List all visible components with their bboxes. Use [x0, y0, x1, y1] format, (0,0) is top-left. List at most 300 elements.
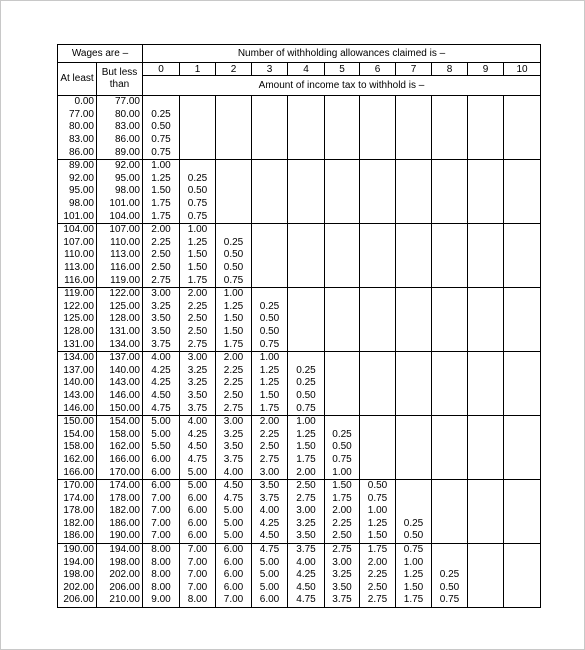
table-row	[58, 173, 541, 186]
tax-cell: 1.00	[325, 466, 360, 479]
tax-cell: 2.25	[216, 364, 252, 377]
tax-cell: 0.50	[360, 479, 396, 492]
table-row	[58, 146, 541, 159]
but-less-than-header: But less than	[97, 63, 143, 96]
less-than-cell: 122.00	[97, 287, 143, 300]
tax-cell	[396, 109, 432, 122]
tax-cell: 2.00	[360, 556, 396, 569]
tax-cell: 2.75	[216, 402, 252, 415]
tax-cell: 2.50	[288, 479, 325, 492]
tax-cell: 0.25	[432, 569, 468, 582]
tax-cell: 3.75	[252, 492, 288, 505]
tax-cell: 0.50	[432, 582, 468, 595]
tax-cell	[325, 326, 360, 339]
tax-cell	[180, 96, 216, 109]
tax-cell	[468, 594, 504, 607]
tax-cell	[432, 313, 468, 326]
tax-cell	[504, 492, 541, 505]
tax-cell: 7.00	[180, 556, 216, 569]
tax-cell	[325, 338, 360, 351]
less-than-cell: 89.00	[97, 146, 143, 159]
at-least-cell: 150.00	[58, 415, 97, 428]
tax-cell: 0.50	[396, 530, 432, 543]
allowance-col-4: 4	[288, 63, 325, 76]
less-than-cell: 92.00	[97, 159, 143, 172]
tax-cell: 0.75	[432, 594, 468, 607]
tax-cell	[360, 262, 396, 275]
tax-cell: 0.75	[396, 543, 432, 556]
tax-cell	[180, 146, 216, 159]
tax-cell	[432, 338, 468, 351]
tax-cell	[432, 96, 468, 109]
at-least-cell: 116.00	[58, 274, 97, 287]
tax-cell	[504, 594, 541, 607]
tax-cell: 2.50	[143, 249, 180, 262]
table-row	[58, 594, 541, 607]
tax-cell	[180, 121, 216, 134]
allowance-col-2: 2	[216, 63, 252, 76]
at-least-cell: 194.00	[58, 556, 97, 569]
at-least-cell: 158.00	[58, 441, 97, 454]
tax-cell	[468, 364, 504, 377]
tax-cell	[360, 159, 396, 172]
tax-cell	[396, 134, 432, 147]
tax-cell: 0.50	[216, 249, 252, 262]
table-row	[58, 454, 541, 467]
tax-cell: 0.75	[180, 210, 216, 223]
tax-cell	[504, 313, 541, 326]
tax-cell	[396, 96, 432, 109]
tax-cell: 3.25	[180, 364, 216, 377]
allowance-col-1: 1	[180, 63, 216, 76]
tax-cell: 2.50	[216, 390, 252, 403]
tax-cell	[468, 466, 504, 479]
tax-cell: 1.00	[288, 415, 325, 428]
tax-cell: 1.25	[216, 301, 252, 314]
tax-cell	[288, 210, 325, 223]
tax-cell	[432, 109, 468, 122]
tax-cell: 1.00	[360, 505, 396, 518]
tax-cell	[252, 173, 288, 186]
tax-cell	[360, 287, 396, 300]
tax-cell	[288, 301, 325, 314]
tax-cell	[360, 249, 396, 262]
tax-cell	[468, 146, 504, 159]
tax-cell: 1.75	[396, 594, 432, 607]
tax-cell: 4.25	[143, 377, 180, 390]
table-row	[58, 415, 541, 428]
tax-cell	[468, 262, 504, 275]
tax-cell: 7.00	[180, 569, 216, 582]
tax-cell	[504, 530, 541, 543]
at-least-cell: 178.00	[58, 505, 97, 518]
tax-cell	[432, 428, 468, 441]
tax-cell: 4.50	[216, 479, 252, 492]
tax-cell	[504, 582, 541, 595]
tax-cell: 1.75	[360, 543, 396, 556]
tax-cell	[468, 210, 504, 223]
tax-cell	[360, 134, 396, 147]
tax-cell: 1.50	[180, 262, 216, 275]
tax-cell: 9.00	[143, 594, 180, 607]
tax-cell	[468, 313, 504, 326]
tax-cell	[288, 223, 325, 236]
tax-cell	[252, 121, 288, 134]
tax-cell	[252, 146, 288, 159]
tax-cell	[325, 402, 360, 415]
tax-cell: 1.25	[180, 237, 216, 250]
allowance-col-5: 5	[325, 63, 360, 76]
tax-cell: 2.25	[180, 301, 216, 314]
tax-cell: 5.00	[252, 582, 288, 595]
tax-cell	[504, 402, 541, 415]
tax-cell: 0.25	[180, 173, 216, 186]
tax-cell	[432, 492, 468, 505]
tax-cell: 5.00	[143, 415, 180, 428]
tax-cell: 0.25	[396, 518, 432, 531]
tax-cell: 3.25	[325, 569, 360, 582]
tax-cell: 6.00	[180, 505, 216, 518]
allowance-col-3: 3	[252, 63, 288, 76]
tax-cell: 2.00	[143, 223, 180, 236]
tax-cell: 0.25	[288, 364, 325, 377]
tax-cell	[288, 274, 325, 287]
less-than-cell: 143.00	[97, 377, 143, 390]
tax-cell	[325, 159, 360, 172]
tax-cell	[396, 223, 432, 236]
less-than-cell: 77.00	[97, 96, 143, 109]
tax-cell: 1.50	[216, 313, 252, 326]
tax-cell	[432, 364, 468, 377]
table-row	[58, 569, 541, 582]
tax-cell	[325, 121, 360, 134]
tax-cell	[288, 262, 325, 275]
at-least-cell: 143.00	[58, 390, 97, 403]
tax-cell: 0.25	[252, 301, 288, 314]
table-row	[58, 582, 541, 595]
tax-cell: 7.00	[143, 530, 180, 543]
tax-cell: 4.25	[252, 518, 288, 531]
tax-cell	[216, 121, 252, 134]
tax-cell	[325, 390, 360, 403]
tax-cell	[216, 159, 252, 172]
tax-cell	[432, 479, 468, 492]
less-than-cell: 125.00	[97, 301, 143, 314]
tax-cell	[468, 185, 504, 198]
tax-cell: 5.00	[216, 505, 252, 518]
tax-cell: 6.00	[216, 543, 252, 556]
tax-cell	[360, 198, 396, 211]
tax-cell	[432, 530, 468, 543]
tax-cell: 3.00	[143, 287, 180, 300]
tax-cell	[360, 351, 396, 364]
tax-cell	[396, 173, 432, 186]
tax-cell	[432, 210, 468, 223]
tax-cell: 0.75	[143, 134, 180, 147]
at-least-cell: 154.00	[58, 428, 97, 441]
tax-cell	[360, 390, 396, 403]
at-least-header: At least	[58, 63, 97, 96]
tax-cell	[360, 274, 396, 287]
tax-cell	[504, 301, 541, 314]
tax-cell	[432, 301, 468, 314]
tax-cell	[180, 109, 216, 122]
less-than-cell: 83.00	[97, 121, 143, 134]
tax-cell	[396, 262, 432, 275]
at-least-cell: 182.00	[58, 518, 97, 531]
table-row	[58, 492, 541, 505]
tax-cell	[504, 518, 541, 531]
tax-cell	[396, 428, 432, 441]
tax-cell	[288, 96, 325, 109]
tax-cell: 8.00	[143, 543, 180, 556]
tax-cell: 3.00	[288, 505, 325, 518]
tax-cell: 8.00	[180, 594, 216, 607]
table-row	[58, 237, 541, 250]
tax-cell: 5.00	[180, 479, 216, 492]
less-than-cell: 113.00	[97, 249, 143, 262]
tax-cell	[396, 364, 432, 377]
tax-cell	[468, 505, 504, 518]
allowances-header: Number of withholding allowances claimed is –	[143, 45, 541, 63]
less-than-cell: 154.00	[97, 415, 143, 428]
tax-cell	[360, 173, 396, 186]
tax-cell: 3.25	[180, 377, 216, 390]
tax-cell	[468, 274, 504, 287]
tax-cell	[252, 237, 288, 250]
less-than-cell: 101.00	[97, 198, 143, 211]
tax-cell	[360, 109, 396, 122]
table-row	[58, 479, 541, 492]
tax-cell	[396, 390, 432, 403]
at-least-cell: 80.00	[58, 121, 97, 134]
tax-cell	[504, 96, 541, 109]
tax-cell: 6.00	[216, 569, 252, 582]
at-least-cell: 131.00	[58, 338, 97, 351]
table-row	[58, 262, 541, 275]
tax-cell	[504, 556, 541, 569]
tax-cell	[396, 479, 432, 492]
tax-cell: 5.00	[252, 556, 288, 569]
tax-cell: 1.25	[396, 569, 432, 582]
tax-cell	[396, 466, 432, 479]
tax-cell	[216, 210, 252, 223]
table-row	[58, 556, 541, 569]
tax-cell	[468, 121, 504, 134]
tax-cell	[468, 454, 504, 467]
tax-cell	[504, 569, 541, 582]
at-least-cell: 170.00	[58, 479, 97, 492]
tax-cell: 2.00	[216, 351, 252, 364]
tax-cell: 4.75	[143, 402, 180, 415]
tax-cell	[252, 185, 288, 198]
tax-cell: 2.25	[325, 518, 360, 531]
tax-cell: 4.00	[143, 351, 180, 364]
tax-cell	[432, 377, 468, 390]
tax-cell: 0.75	[288, 402, 325, 415]
tax-cell	[216, 134, 252, 147]
tax-cell: 1.75	[180, 274, 216, 287]
tax-cell: 1.50	[360, 530, 396, 543]
at-least-cell: 122.00	[58, 301, 97, 314]
tax-cell: 3.00	[180, 351, 216, 364]
tax-cell: 3.25	[288, 518, 325, 531]
tax-cell: 6.00	[180, 518, 216, 531]
tax-cell	[288, 237, 325, 250]
tax-cell	[396, 210, 432, 223]
tax-cell	[216, 96, 252, 109]
less-than-cell: 134.00	[97, 338, 143, 351]
tax-cell: 5.50	[143, 441, 180, 454]
tax-cell: 2.75	[325, 543, 360, 556]
tax-cell: 6.00	[252, 594, 288, 607]
tax-cell: 2.25	[360, 569, 396, 582]
tax-cell: 3.50	[216, 441, 252, 454]
tax-cell: 4.25	[180, 428, 216, 441]
tax-cell	[432, 134, 468, 147]
tax-cell	[325, 274, 360, 287]
tax-cell	[325, 198, 360, 211]
at-least-cell: 0.00	[58, 96, 97, 109]
tax-cell	[360, 313, 396, 326]
tax-cell: 3.50	[180, 390, 216, 403]
tax-cell	[468, 134, 504, 147]
tax-cell: 0.50	[216, 262, 252, 275]
tax-cell: 3.25	[216, 428, 252, 441]
at-least-cell: 119.00	[58, 287, 97, 300]
tax-cell	[504, 479, 541, 492]
tax-cell: 1.00	[396, 556, 432, 569]
tax-cell	[504, 262, 541, 275]
tax-cell: 0.50	[325, 441, 360, 454]
tax-cell	[504, 543, 541, 556]
tax-cell: 1.25	[143, 173, 180, 186]
tax-cell	[360, 377, 396, 390]
tax-cell	[468, 492, 504, 505]
tax-cell	[432, 146, 468, 159]
less-than-cell: 166.00	[97, 454, 143, 467]
tax-cell: 1.25	[288, 428, 325, 441]
tax-cell	[396, 121, 432, 134]
tax-cell: 1.75	[288, 454, 325, 467]
table-row	[58, 338, 541, 351]
tax-cell	[396, 454, 432, 467]
tax-cell	[432, 505, 468, 518]
tax-cell	[432, 466, 468, 479]
tax-cell	[360, 428, 396, 441]
less-than-cell: 210.00	[97, 594, 143, 607]
allowance-col-0: 0	[143, 63, 180, 76]
tax-cell: 4.75	[288, 594, 325, 607]
tax-cell	[325, 134, 360, 147]
tax-cell	[288, 249, 325, 262]
tax-cell	[360, 466, 396, 479]
tax-cell	[360, 185, 396, 198]
tax-cell: 6.00	[143, 466, 180, 479]
tax-cell	[360, 415, 396, 428]
tax-cell: 0.75	[143, 146, 180, 159]
allowance-col-7: 7	[396, 63, 432, 76]
table-row	[58, 390, 541, 403]
tax-cell: 2.00	[288, 466, 325, 479]
at-least-cell: 140.00	[58, 377, 97, 390]
tax-cell: 4.25	[143, 364, 180, 377]
less-than-cell: 186.00	[97, 518, 143, 531]
at-least-cell: 110.00	[58, 249, 97, 262]
at-least-cell: 98.00	[58, 198, 97, 211]
table-row	[58, 543, 541, 556]
table-row	[58, 301, 541, 314]
tax-cell: 2.50	[180, 313, 216, 326]
tax-cell: 2.50	[252, 441, 288, 454]
table-row	[58, 505, 541, 518]
tax-cell	[504, 338, 541, 351]
at-least-cell: 128.00	[58, 326, 97, 339]
allowance-col-6: 6	[360, 63, 396, 76]
tax-cell	[252, 96, 288, 109]
less-than-cell: 150.00	[97, 402, 143, 415]
at-least-cell: 104.00	[58, 223, 97, 236]
less-than-cell: 206.00	[97, 582, 143, 595]
table-row	[58, 96, 541, 109]
tax-cell	[432, 454, 468, 467]
at-least-cell: 198.00	[58, 569, 97, 582]
tax-cell	[504, 159, 541, 172]
tax-cell: 3.50	[288, 530, 325, 543]
at-least-cell: 89.00	[58, 159, 97, 172]
at-least-cell: 166.00	[58, 466, 97, 479]
tax-cell: 1.75	[216, 338, 252, 351]
tax-cell	[504, 351, 541, 364]
tax-cell: 1.25	[252, 377, 288, 390]
less-than-cell: 162.00	[97, 441, 143, 454]
tax-cell	[396, 159, 432, 172]
table-row	[58, 121, 541, 134]
tax-cell: 5.00	[143, 428, 180, 441]
less-than-cell: 190.00	[97, 530, 143, 543]
tax-cell: 1.75	[252, 402, 288, 415]
table-row	[58, 274, 541, 287]
tax-cell	[216, 198, 252, 211]
tax-cell	[504, 454, 541, 467]
tax-cell	[360, 223, 396, 236]
tax-cell	[432, 274, 468, 287]
tax-cell: 0.25	[325, 428, 360, 441]
tax-cell: 5.00	[216, 518, 252, 531]
tax-cell	[504, 185, 541, 198]
tax-cell: 4.00	[180, 415, 216, 428]
at-least-cell: 86.00	[58, 146, 97, 159]
tax-cell	[325, 351, 360, 364]
tax-cell	[360, 454, 396, 467]
at-least-cell: 101.00	[58, 210, 97, 223]
tax-cell	[432, 262, 468, 275]
tax-cell	[468, 198, 504, 211]
tax-cell: 2.50	[325, 530, 360, 543]
tax-cell	[396, 287, 432, 300]
at-least-cell: 107.00	[58, 237, 97, 250]
tax-cell	[432, 326, 468, 339]
table-row	[58, 466, 541, 479]
tax-cell	[396, 441, 432, 454]
less-than-cell: 174.00	[97, 479, 143, 492]
at-least-cell: 206.00	[58, 594, 97, 607]
tax-cell: 4.50	[143, 390, 180, 403]
less-than-cell: 80.00	[97, 109, 143, 122]
tax-cell: 1.00	[252, 351, 288, 364]
tax-cell	[468, 287, 504, 300]
tax-cell	[468, 415, 504, 428]
